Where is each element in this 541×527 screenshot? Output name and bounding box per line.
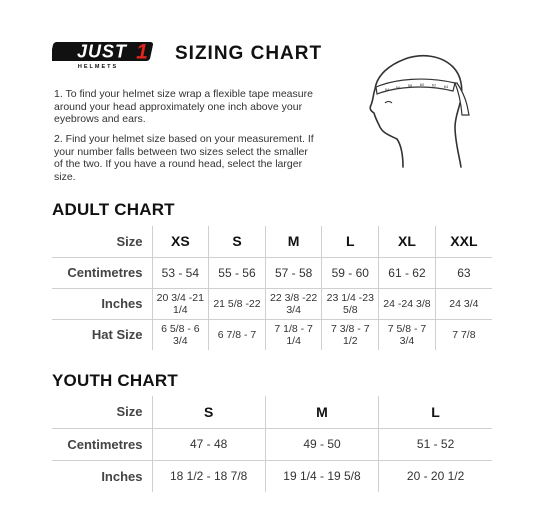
tape-mark: 60 <box>419 82 425 87</box>
value-cell: 55 - 56 <box>209 257 266 288</box>
youth-size-table <box>52 396 492 492</box>
size-cell: S <box>152 396 265 428</box>
row-header: Size <box>52 226 152 257</box>
table-row <box>52 257 492 288</box>
instruction-step-1: 1. To find your helmet size wrap a flexible tape measure around your head approximately one inch above your eyebrows and ears. <box>54 88 313 125</box>
row-header: Centimetres <box>52 428 152 460</box>
value-cell: 24 -24 3/8 <box>379 288 436 319</box>
row-header: Inches <box>101 468 143 484</box>
page-title: SIZING CHART <box>175 43 323 64</box>
table-row <box>52 226 492 257</box>
size-cell: M <box>265 226 322 257</box>
value-cell: 20 3/4 -21 1/4 <box>152 288 209 319</box>
size-cell: XXL <box>435 226 492 257</box>
tape-mark: 54 <box>384 87 390 92</box>
value-cell: 47 - 48 <box>152 428 265 460</box>
youth-chart-title: YOUTH CHART <box>52 371 178 390</box>
value-cell: 59 - 60 <box>322 257 379 288</box>
size-cell: XL <box>379 226 436 257</box>
head-measurement-illustration <box>355 45 480 175</box>
value-cell: 21 5/8 -22 <box>209 288 266 319</box>
tape-mark: 62 <box>431 82 437 88</box>
value-cell: 18 1/2 - 18 7/8 <box>152 460 265 492</box>
value-cell: 23 1/4 -23 5/8 <box>322 288 379 319</box>
tape-mark: 64 <box>443 84 449 89</box>
adult-size-table <box>52 226 492 350</box>
value-cell: 7 3/8 - 7 1/2 <box>322 319 379 350</box>
value-cell: 53 - 54 <box>152 257 209 288</box>
size-cell: L <box>322 226 379 257</box>
table-row <box>52 428 492 460</box>
value-cell: 6 7/8 - 7 <box>209 319 266 350</box>
row-header: Size <box>52 396 152 428</box>
value-cell: 20 - 20 1/2 <box>379 460 492 492</box>
size-cell: XS <box>152 226 209 257</box>
table-row <box>52 319 492 350</box>
table-row <box>52 460 492 492</box>
value-cell: 6 5/8 - 6 3/4 <box>152 319 209 350</box>
value-cell: 19 1/4 - 19 5/8 <box>265 460 378 492</box>
value-cell: 57 - 58 <box>265 257 322 288</box>
row-header: Centimetres <box>52 257 152 288</box>
value-cell: 22 3/8 -22 3/4 <box>265 288 322 319</box>
row-header: Inches <box>52 288 152 319</box>
adult-chart-title: ADULT CHART <box>52 200 175 219</box>
svg-text:HELMETS: HELMETS <box>77 64 119 70</box>
svg-text:1: 1 <box>136 40 148 64</box>
value-cell: 7 5/8 - 7 3/4 <box>379 319 436 350</box>
tape-mark: 58 <box>407 83 413 88</box>
instruction-step-2: 2. Find your helmet size based on your measurement. If your number falls between two sizes select the smaller of the two. If you have a round head, select the larger size. <box>54 133 314 183</box>
size-cell: M <box>265 396 378 428</box>
value-cell: 24 3/4 <box>435 288 492 319</box>
value-cell: 7 7/8 <box>435 319 492 350</box>
size-cell: L <box>379 396 492 428</box>
value-cell: 49 - 50 <box>265 428 378 460</box>
value-cell: 7 1/8 - 7 1/4 <box>265 319 322 350</box>
value-cell: 63 <box>435 257 492 288</box>
value-cell: 61 - 62 <box>379 257 436 288</box>
table-row <box>52 288 492 319</box>
svg-text:JUST: JUST <box>76 41 128 62</box>
tape-mark: 56 <box>395 85 401 90</box>
value-cell: 51 - 52 <box>379 428 492 460</box>
table-row <box>52 396 492 428</box>
just1-logo <box>52 40 157 70</box>
size-cell: S <box>209 226 266 257</box>
row-header: Hat Size <box>91 327 143 343</box>
